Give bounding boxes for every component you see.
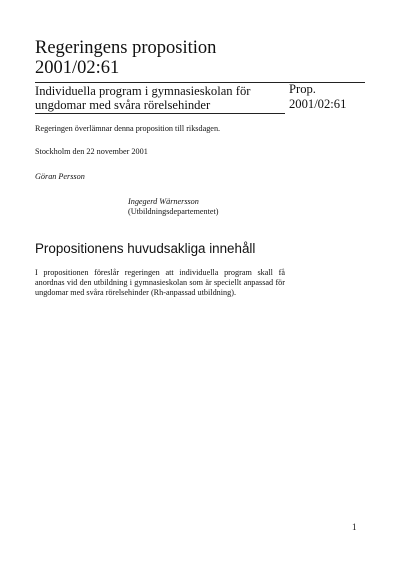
secondary-signature: [128, 197, 219, 217]
document-title: [35, 38, 216, 78]
title-line-1: Regeringens proposition: [35, 38, 217, 58]
page-number: 1: [352, 522, 357, 532]
proposition-reference: [289, 82, 346, 111]
bottom-rule: [35, 113, 285, 114]
place-date: Stockholm den 22 november 2001: [35, 147, 148, 156]
submission-statement: Regeringen överlämnar denna proposition till riksdagen.: [35, 124, 221, 133]
prop-number: 2001/02:61: [289, 96, 347, 111]
prop-label: Prop.: [289, 82, 316, 96]
secondary-signer-name: Ingegerd Wärnersson: [128, 197, 199, 206]
secondary-signer-department: (Utbildningsdepartementet): [128, 207, 219, 216]
proposition-subtitle: Individuella program i gymnasieskolan för ungdomar med svåra rörelsehinder: [35, 84, 251, 112]
primary-signature: Göran Persson: [35, 172, 85, 181]
section-heading: Propositionens huvudsakliga innehåll: [35, 241, 256, 256]
section-body: I propositionen föreslår regeringen att individuella program skall få anordnas vid den utbildning i gymnasieskolan som är speciellt anpassad för ungdomar med svåra rörelsehinder (Rh-anpassad utbildning).: [35, 268, 285, 297]
title-line-2: 2001/02:61: [35, 58, 120, 78]
